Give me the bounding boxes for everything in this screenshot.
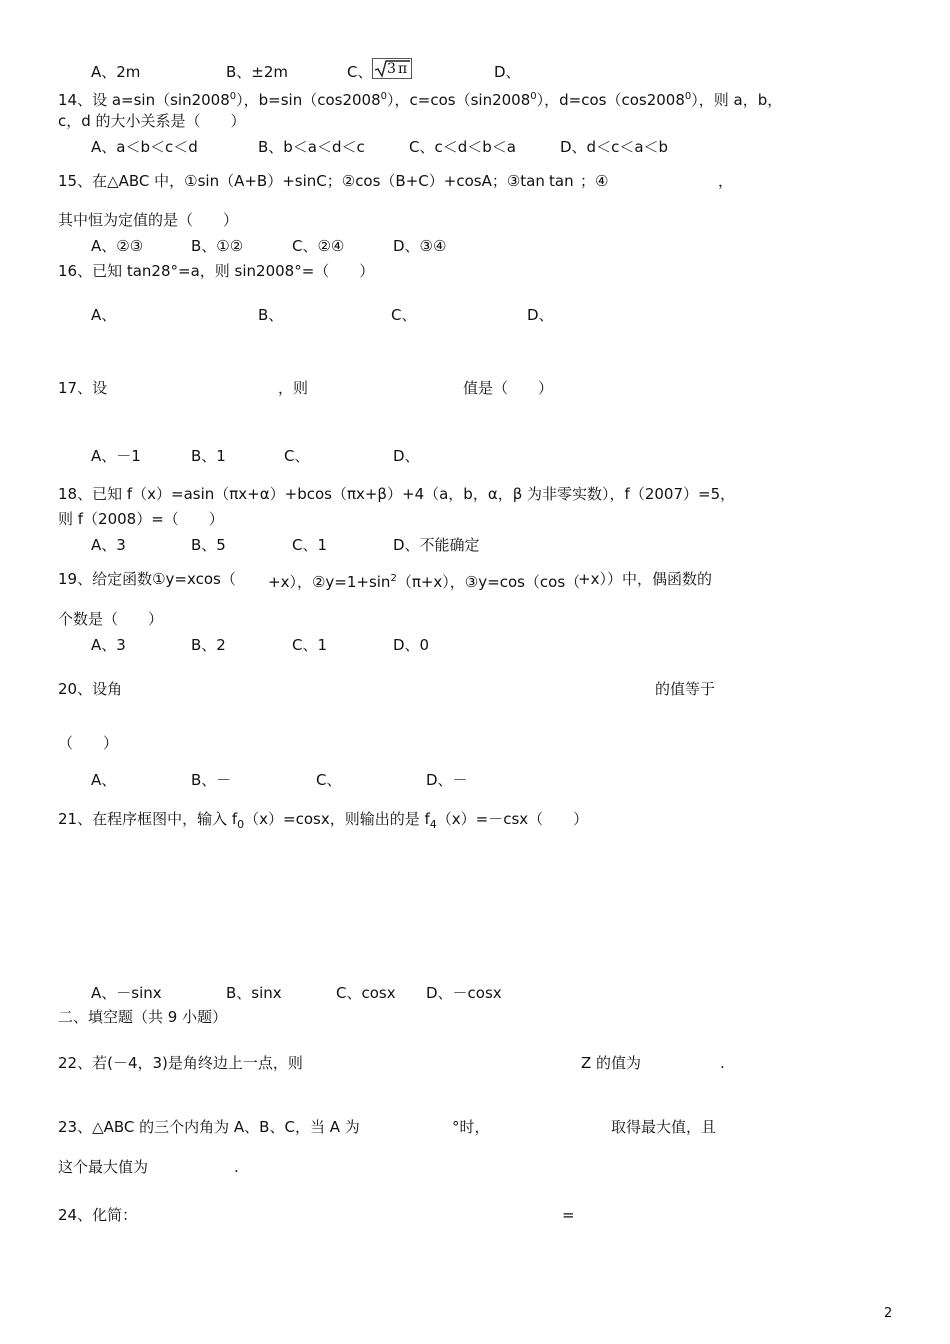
q20-option-b: B、－	[191, 771, 232, 789]
q18-option-d: D、不能确定	[393, 536, 480, 554]
q14-option-a: A、a＜b＜c＜d	[91, 138, 198, 156]
q20-option-d: D、－	[426, 771, 468, 789]
q16-option-b: B、	[258, 306, 284, 324]
q20-option-a: A、	[91, 771, 117, 789]
q13-option-a: A、2m	[91, 63, 141, 81]
section-heading-fill-in: 二、填空题（共 9 小题）	[58, 1008, 228, 1026]
q19-option-a: A、3	[91, 636, 126, 654]
q21-stem: 21、在程序框图中，输入 $f_0(x)=\cos x$，则输出的是 $f_4(x)=-csx$（ ）	[58, 810, 589, 831]
q21-option-a: A、－sinx	[91, 984, 162, 1002]
q17-stem-a: 17、设	[58, 379, 108, 397]
q18-option-a: A、3	[91, 536, 126, 554]
q19-stem-d: +x））中，偶函数的	[578, 570, 712, 588]
q22-stem-a: 22、若(－4，3)是角终边上一点，则	[58, 1054, 303, 1072]
q18-option-b: B、5	[191, 536, 226, 554]
q15-stem-line1a: 15、在△ABC 中，①sin（A+B）+sinC；②cos（B+C）+cosA；③tan	[58, 172, 545, 190]
q21-option-c: C、cosx	[336, 984, 396, 1002]
q23-stem-line2b: .	[234, 1158, 239, 1176]
q19-option-d: D、0	[393, 636, 430, 654]
q16-stem: 16、已知 tan28°=a，则 sin2008°=（ ）	[58, 262, 375, 280]
q21-option-b: B、sinx	[226, 984, 282, 1002]
q15-option-a: A、②③	[91, 237, 144, 255]
q14-option-c: C、c＜d＜b＜a	[409, 138, 516, 156]
q16-option-a: A、	[91, 306, 117, 324]
q17-stem-c: 值是（ ）	[463, 379, 554, 397]
q18-option-c: C、1	[292, 536, 328, 554]
q14-option-d: D、d＜c＜a＜b	[560, 138, 669, 156]
q13-option-c: C、	[347, 63, 373, 81]
q17-stem-b: ，则	[278, 379, 309, 397]
q18-stem-line1: 18、已知 f（x）=asin（πx+α）+bcos（πx+β）+4（a，b，α，β 为非零实数），f（2007）=5，	[58, 485, 736, 503]
q19-stem-line2: 个数是（ ）	[58, 610, 164, 628]
q23-stem-a: 23、△ABC 的三个内角为 A、B、C，当 A 为	[58, 1118, 360, 1136]
q22-stem-c: .	[720, 1054, 725, 1072]
q16-option-c: C、	[391, 306, 417, 324]
q15-stem-line2: 其中恒为定值的是（ ）	[58, 211, 239, 229]
q18-stem-line2: 则 f（2008）=（ ）	[58, 510, 224, 528]
q19-stem-b: +x），$②y=1+\sin^2(\pi+x)$，③y=cos（cos（	[268, 573, 581, 591]
q17-option-d: D、	[393, 447, 420, 465]
q24-stem-b: =	[562, 1206, 575, 1224]
q19-option-b: B、2	[191, 636, 226, 654]
q20-stem-a: 20、设角	[58, 680, 123, 698]
q16-option-d: D、	[527, 306, 554, 324]
q17-option-c: C、	[284, 447, 310, 465]
q23-stem-c: 取得最大值，且	[611, 1118, 717, 1136]
q15-option-b: B、①②	[191, 237, 244, 255]
q17-option-a: A、－1	[91, 447, 141, 465]
q15-option-c: C、②④	[292, 237, 345, 255]
q19-option-c: C、1	[292, 636, 328, 654]
q23-stem-line2a: 这个最大值为	[58, 1158, 149, 1176]
q17-option-b: B、1	[191, 447, 226, 465]
q20-stem-b: 的值等于	[655, 680, 716, 698]
q22-stem-b: Z 的值为	[581, 1054, 642, 1072]
q14-stem-line1: 14、设 $a=\sin(\sin 2008^0)$，$b=\sin(\cos 2008^0)$，$c=\cos(\sin 2008^0)$，$d=\cos(\cos 2008^0)$，则 a，b，	[58, 91, 783, 109]
q19-stem-a: 19、给定函数①y=xcos（	[58, 570, 236, 588]
q15-stem-item4: ；④	[580, 172, 609, 190]
sqrt-radicand: 3	[387, 61, 396, 77]
q13-option-d: D、	[494, 63, 521, 81]
page-number: 2	[884, 1306, 893, 1321]
q20-option-c: C、	[316, 771, 342, 789]
pi-symbol: π	[398, 61, 408, 77]
q21-option-d: D、－cosx	[426, 984, 502, 1002]
sqrt-three-pi-formula	[372, 58, 412, 79]
q20-stem-line2: （ ）	[58, 734, 119, 752]
q13-option-b: B、±2m	[226, 63, 289, 81]
q14-stem-line2: c，d 的大小关系是（ ）	[58, 112, 246, 130]
q15-stem-tan: tan	[549, 172, 574, 190]
q23-stem-b: °时，	[452, 1118, 490, 1136]
q24-stem-a: 24、化简：	[58, 1206, 138, 1224]
q15-stem-comma: ，	[718, 172, 734, 190]
q15-option-d: D、③④	[393, 237, 447, 255]
q14-option-b: B、b＜a＜d＜c	[258, 138, 365, 156]
